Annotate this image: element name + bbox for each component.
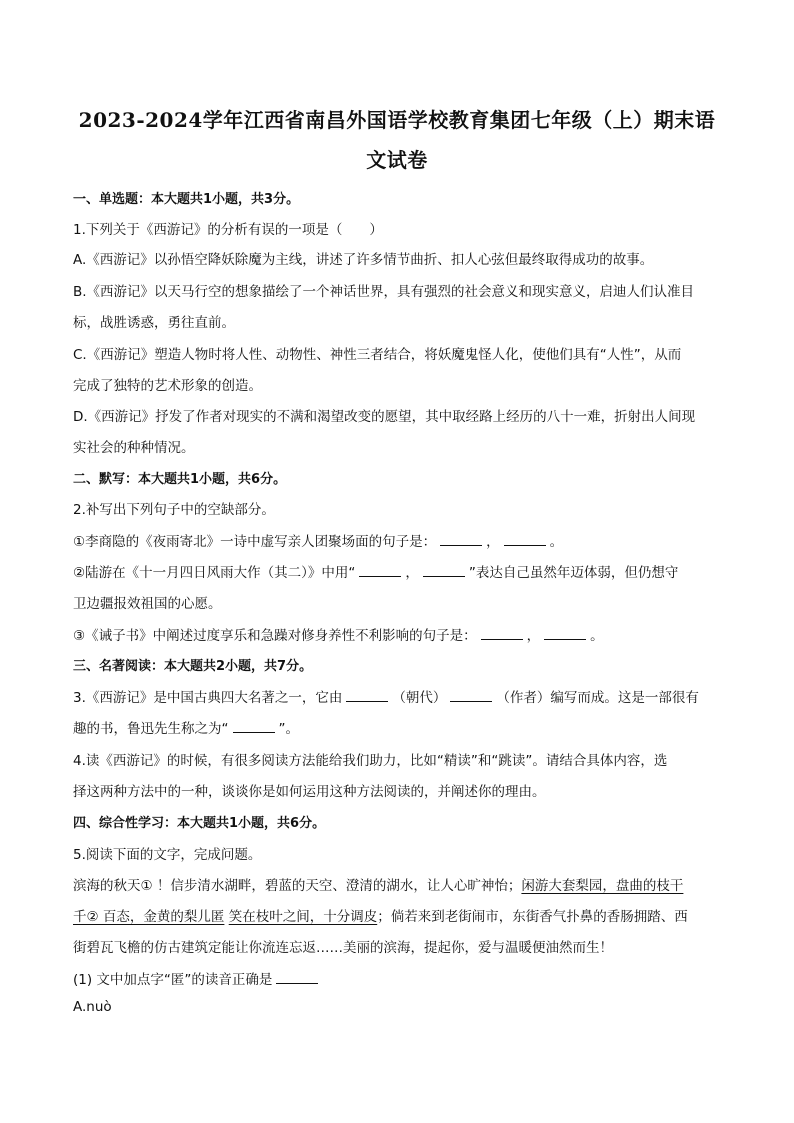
section-2-header: 二、默写：本大题共1小题，共6分。 bbox=[73, 472, 287, 487]
answer-blank[interactable] bbox=[481, 627, 523, 640]
q4-line-1: 4.读《西游记》的时候，有很多阅读方法能给我们助力，比如“精读”和“跳读”。请结合具体内容，选 bbox=[73, 753, 668, 769]
end-mark: 。 bbox=[549, 534, 564, 550]
exam-title-line-2: 文试卷 bbox=[366, 148, 428, 172]
q1-option-c-line-1: C.《西游记》塑造人物时将人性、动物性、神性三者结合，将妖魔鬼怪人化，使他们具有“人性”，从而 bbox=[73, 347, 682, 363]
q3-line-2 bbox=[73, 717, 299, 737]
q2-item-2-text: ②陆游在《十一月四日风雨大作（其二）》中用“ bbox=[73, 565, 356, 581]
separator: ， bbox=[405, 565, 419, 581]
q5-sub-question-1-text: (1) 文中加点字“匿”的读音正确是 bbox=[73, 972, 273, 988]
q1-option-b-line-2: 标，战胜诱惑，勇往直前。 bbox=[73, 315, 235, 331]
q2-item-2-tail: ”表达自己虽然年迈体弱，但仍想守 bbox=[468, 565, 679, 581]
answer-blank[interactable] bbox=[233, 720, 275, 733]
q2-item-1-text: ①李商隐的《夜雨寄北》一诗中虚写亲人团聚场面的句子是： bbox=[73, 534, 437, 550]
q1-stem: 1.下列关于《西游记》的分析有误的一项是（ ） bbox=[73, 222, 383, 238]
q1-option-b-line-1: B.《西游记》以天马行空的想象描绘了一个神话世界，具有强烈的社会意义和现实意义，启迪人们认准目 bbox=[73, 284, 695, 300]
q5-passage-line-3: 街碧瓦飞檐的仿古建筑定能让你流连忘返……美丽的滨海，提起你，爱与温暖便油然而生！ bbox=[73, 940, 613, 956]
separator: ， bbox=[486, 534, 500, 550]
q3-text-3: （作者）编写而成。这是一部很有 bbox=[496, 690, 699, 706]
answer-blank[interactable] bbox=[359, 564, 401, 577]
answer-blank[interactable] bbox=[346, 689, 388, 702]
passage-text: ；倘若来到老街闹市，东街香气扑鼻的香肠拥踏、西 bbox=[377, 909, 688, 925]
q2-item-3-text: ③《诫子书》中阐述过度享乐和急躁对修身养性不利影响的句子是： bbox=[73, 628, 477, 644]
q1-option-c-line-2: 完成了独特的艺术形象的创造。 bbox=[73, 378, 262, 394]
q2-stem: 2.补写出下列句子中的空缺部分。 bbox=[73, 502, 275, 518]
answer-blank[interactable] bbox=[544, 627, 586, 640]
q2-item-2-line-2: 卫边疆报效祖国的心愿。 bbox=[73, 596, 222, 612]
section-1-header: 一、单选题：本大题共1小题，共3分。 bbox=[73, 192, 300, 207]
answer-blank[interactable] bbox=[450, 689, 492, 702]
underlined-text: 笑在枝叶之间，十分调皮 bbox=[228, 909, 378, 925]
q3-text-4: 趣的书，鲁迅先生称之为“ bbox=[73, 721, 229, 737]
underlined-text: 闲游大套梨园，盘曲的枝干 bbox=[521, 878, 684, 894]
end-mark: 。 bbox=[590, 628, 604, 644]
underlined-text: 千② 百态，金黄的梨儿匿 bbox=[73, 909, 225, 925]
q3-text-1: 3.《西游记》是中国古典四大名著之一，它由 bbox=[73, 690, 343, 706]
answer-blank[interactable] bbox=[276, 971, 318, 984]
separator: ， bbox=[526, 628, 541, 644]
q4-line-2: 择这两种方法中的一种，谈谈你是如何运用这种方法阅读的，并阐述你的理由。 bbox=[73, 784, 546, 800]
q5-option-a: A.nuò bbox=[73, 999, 112, 1015]
answer-blank[interactable] bbox=[440, 533, 482, 546]
q5-sub-question-1 bbox=[73, 968, 322, 988]
answer-blank[interactable] bbox=[423, 564, 465, 577]
q2-item-2 bbox=[73, 561, 678, 581]
q5-stem: 5.阅读下面的文字，完成问题。 bbox=[73, 847, 262, 863]
section-4-header: 四、综合性学习：本大题共1小题，共6分。 bbox=[73, 816, 326, 831]
q3-text-5: ”。 bbox=[278, 721, 299, 737]
q2-item-3 bbox=[73, 624, 604, 644]
answer-blank[interactable] bbox=[504, 533, 546, 546]
q1-option-d-line-2: 实社会的种种情况。 bbox=[73, 440, 195, 456]
q3-text-2: （朝代） bbox=[392, 690, 447, 706]
q1-option-d-line-1: D.《西游记》抒发了作者对现实的不满和渴望改变的愿望，其中取经路上经历的八十一难，折射出人间现 bbox=[73, 409, 696, 425]
q1-option-a: A.《西游记》以孙悟空降妖除魔为主线，讲述了许多情节曲折、扣人心弦但最终取得成功的故事。 bbox=[73, 252, 654, 268]
q5-passage-line-1 bbox=[73, 874, 683, 894]
q5-passage-line-2 bbox=[73, 905, 688, 925]
passage-text: 滨海的秋天① ！信步清水湖畔，碧蓝的天空、澄清的湖水，让人心旷神怡； bbox=[73, 878, 522, 894]
q3-line-1 bbox=[73, 686, 699, 706]
exam-title-line-1: 2023-2024学年江西省南昌外国语学校教育集团七年级（上）期末语 bbox=[78, 108, 716, 132]
q2-item-1 bbox=[73, 530, 563, 550]
section-3-header: 三、名著阅读：本大题共2小题，共7分。 bbox=[73, 659, 313, 674]
